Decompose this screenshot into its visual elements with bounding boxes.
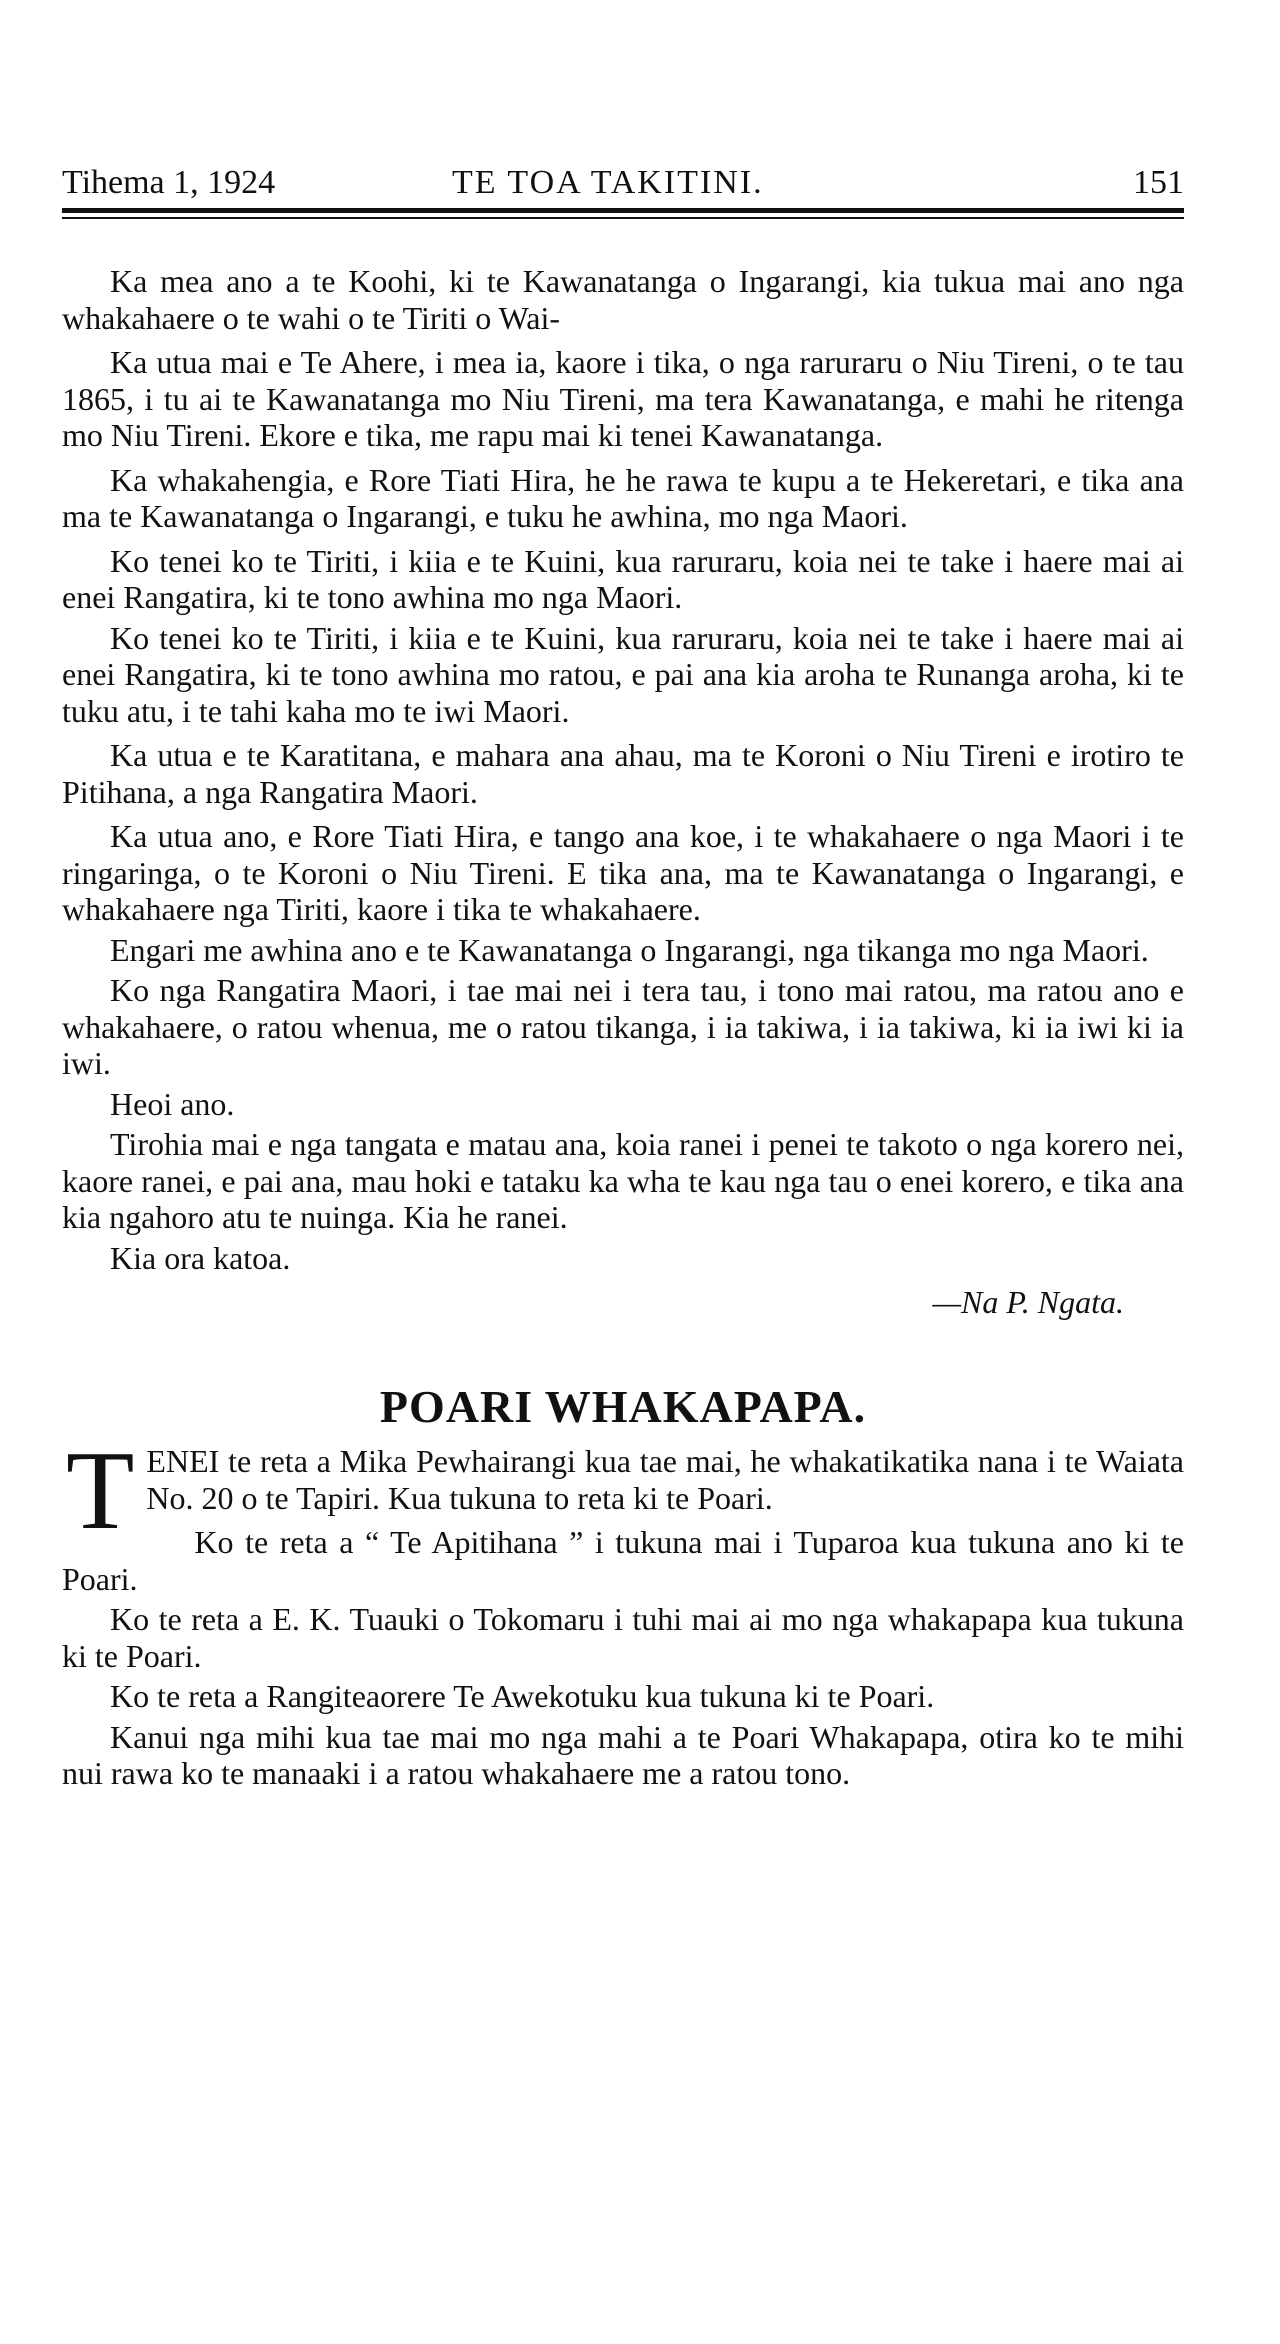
paragraph: Ko tenei ko te Tiriti, i kiia e te Kuini, kua raruraru, koia nei te take i haere mai ai enei Rangatira, ki te tono awhina mo ratou, e pai ana kia aroha te Runanga aroha, ki te tuku atu, i te tahi kaha mo te iwi Maori. — [62, 619, 1184, 729]
paragraph: Ka whakahengia, e Rore Tiati Hira, he he rawa te kupu a te Hekeretari, e tika ana ma te Kawanatanga o Ingarangi, e tuku he awhina, mo nga Maori. — [62, 461, 1184, 534]
paragraph-text: ENEI te reta a Mika Pewhairangi kua tae mai, he whakatikatika nana i te Waiata No. 20 o te Tapiri. Kua tukuna to reta ki te Poari. — [146, 1443, 1184, 1516]
issue-date: Tihema 1, 1924 — [62, 164, 276, 201]
drop-cap: T — [66, 1429, 135, 1553]
article-body — [62, 263, 1184, 1792]
page-number: 151 — [1133, 164, 1184, 201]
newspaper-page — [62, 150, 1184, 1796]
paragraph: Ko te reta a “ Te Apitihana ” i tukuna mai i Tuparoa kua tukuna ano ki te Poari. — [62, 1524, 1184, 1597]
paragraph: Ko tenei ko te Tiriti, i kiia e te Kuini, kua raruraru, koia nei te take i haere mai ai enei Rangatira, ki te tono awhina mo nga Maori. — [62, 542, 1184, 615]
page-header — [62, 150, 1184, 202]
paragraph: Kanui nga mihi kua tae mai mo nga mahi a te Poari Whakapapa, otira ko te mihi nui rawa ko te manaaki i a ratou whakahaere me a ratou tono. — [62, 1718, 1184, 1791]
paragraph: Ka mea ano a te Koohi, ki te Kawanatanga o Ingarangi, kia tukua mai ano nga whakahaere o te wahi o te Tiriti o Wai- — [62, 263, 1184, 336]
header-rule-thin — [62, 217, 1184, 219]
publication-title: TE TOA TAKITINI. — [452, 164, 764, 201]
section-title: POARI WHAKAPAPA. — [379, 1380, 867, 1432]
paragraph — [62, 1429, 1184, 1553]
paragraph: Kia ora katoa. — [110, 1239, 291, 1276]
paragraph: Ka utua ano, e Rore Tiati Hira, e tango ana koe, i te whakahaere o nga Maori i te ringaringa, o te Koroni o Niu Tireni. E tika ana, ma te Kawanatanga o Ingarangi, e whakahaere nga Tiriti, kaore i tika te whakahaere. — [62, 818, 1184, 927]
paragraph: Ka utua e te Karatitana, e mahara ana ahau, ma te Koroni o Niu Tireni e irotiro te Pitihana, a nga Rangatira Maori. — [62, 737, 1184, 810]
paragraph: Heoi ano. — [110, 1085, 235, 1122]
paragraph: Ko te reta a E. K. Tuauki o Tokomaru i tuhi mai ai mo nga whakapapa kua tukuna ki te Poari. — [62, 1601, 1184, 1674]
header-rule-thick — [62, 208, 1184, 213]
paragraph: Tirohia mai e nga tangata e matau ana, koia ranei i penei te takoto o nga korero nei, kaore ranei, e pai ana, mau hoki e tataku ka wha te kau nga tau o enei korero, e tika ana kia ngahoro atu te nuinga. Kia he ranei. — [62, 1126, 1184, 1235]
signature: —Na P. Ngata. — [932, 1284, 1124, 1320]
paragraph: Ko te reta a Rangiteaorere Te Awekotuku kua tukuna ki te Poari. — [110, 1678, 935, 1714]
paragraph: Ko nga Rangatira Maori, i tae mai nei i tera tau, i tono mai ratou, ma ratou ano e whakahaere, o ratou whenua, me o ratou tikanga, i ia takiwa, i ia takiwa, ki ia iwi ki ia iwi. — [62, 972, 1184, 1081]
paragraph: Ka utua mai e Te Ahere, i mea ia, kaore i tika, o nga raruraru o Niu Tireni, o te tau 1865, i tu ai te Kawanatanga mo Niu Tireni, ma tera Kawanatanga, e mahi he ritenga mo Niu Tireni. Ekore e tika, me rapu mai ki tenei Kawanatanga. — [62, 344, 1184, 453]
paragraph: Engari me awhina ano e te Kawanatanga o Ingarangi, nga tikanga mo nga Maori. — [110, 931, 1149, 968]
